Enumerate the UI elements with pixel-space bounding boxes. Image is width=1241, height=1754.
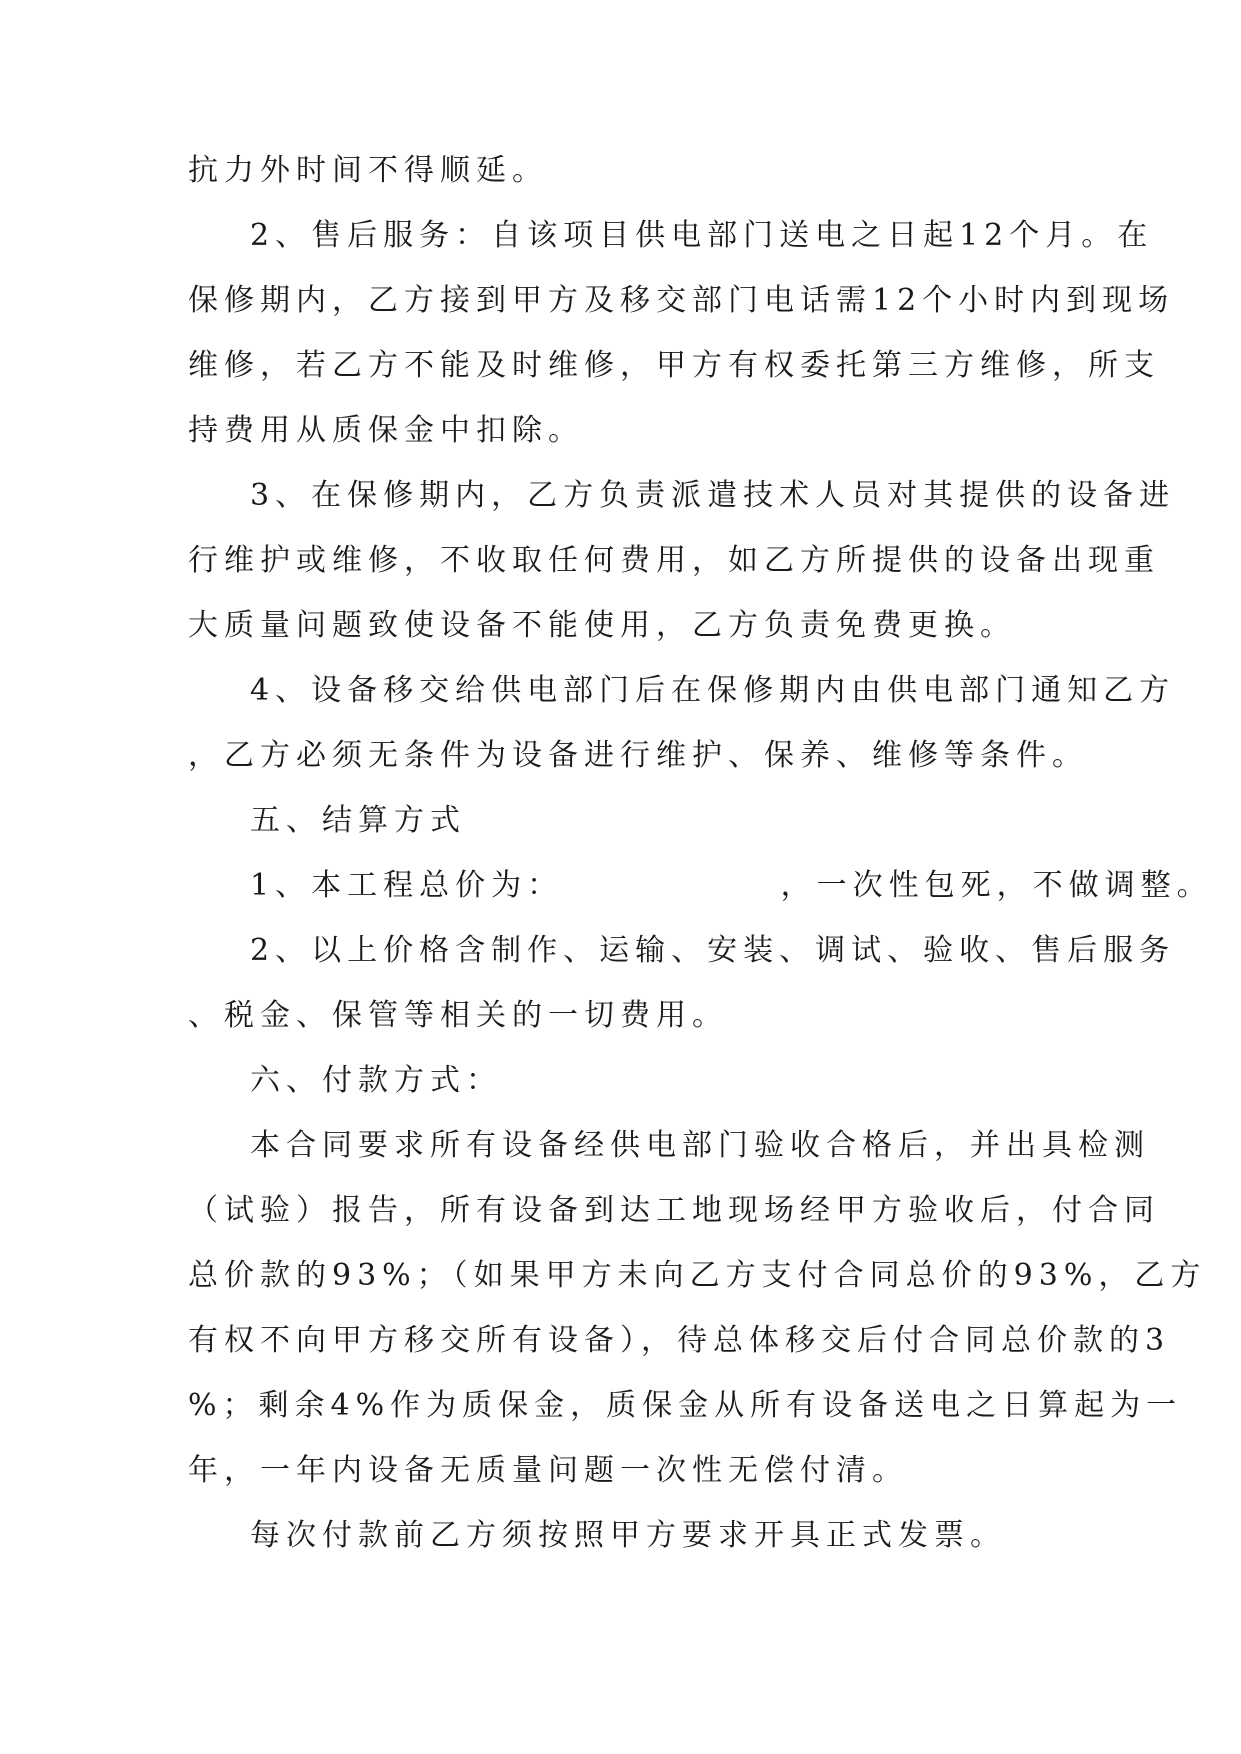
clause-warranty-maintenance: 3、在保修期内，乙方负责派遣技术人员对其提供的设备进 — [250, 478, 1176, 513]
text-line: 、税金、保管等相关的一切费用。 — [188, 998, 728, 1033]
section-heading-payment: 六、付款方式： — [250, 1063, 502, 1098]
text-line: 持费用从质保金中扣除。 — [188, 413, 584, 448]
text-line: 年，一年内设备无质量问题一次性无偿付清。 — [188, 1453, 908, 1488]
text-line: 维修，若乙方不能及时维修，甲方有权委托第三方维修，所支 — [188, 348, 1160, 383]
section-heading-settlement: 五、结算方式 — [250, 803, 466, 838]
text-line: （试验）报告，所有设备到达工地现场经甲方验收后，付合同 — [188, 1193, 1160, 1228]
text-line: %；剩余4%作为质保金，质保金从所有设备送电之日算起为一 — [188, 1388, 1183, 1423]
text-line: ，乙方必须无条件为设备进行维护、保养、维修等条件。 — [188, 738, 1088, 773]
text-line: 总价款的93%；（如果甲方未向乙方支付合同总价的93%，乙方 — [188, 1258, 1207, 1293]
payment-terms-paragraph: 本合同要求所有设备经供电部门验收合格后，并出具检测 — [250, 1128, 1150, 1163]
text-line: 保修期内，乙方接到甲方及移交部门电话需12个小时内到现场 — [188, 283, 1175, 318]
clause-equipment-handover: 4、设备移交给供电部门后在保修期内由供电部门通知乙方 — [250, 673, 1176, 708]
text-line: 抗力外时间不得顺延。 — [188, 153, 548, 188]
text-line: 有权不向甲方移交所有设备），待总体移交后付合同总价款的3 — [188, 1323, 1171, 1358]
clause-price-includes: 2、以上价格含制作、运输、安装、调试、验收、售后服务 — [250, 933, 1176, 968]
clause-after-sales-service: 2、售后服务：自该项目供电部门送电之日起12个月。在 — [250, 218, 1154, 253]
text-line: 大质量问题致使设备不能使用，乙方负责免费更换。 — [188, 608, 1016, 643]
invoice-requirement: 每次付款前乙方须按照甲方要求开具正式发票。 — [250, 1518, 1006, 1553]
text-line: 行维护或维修，不收取任何费用，如乙方所提供的设备出现重 — [188, 543, 1160, 578]
clause-total-price: 1、本工程总价为： ，一次性包死，不做调整。 — [250, 868, 1213, 903]
